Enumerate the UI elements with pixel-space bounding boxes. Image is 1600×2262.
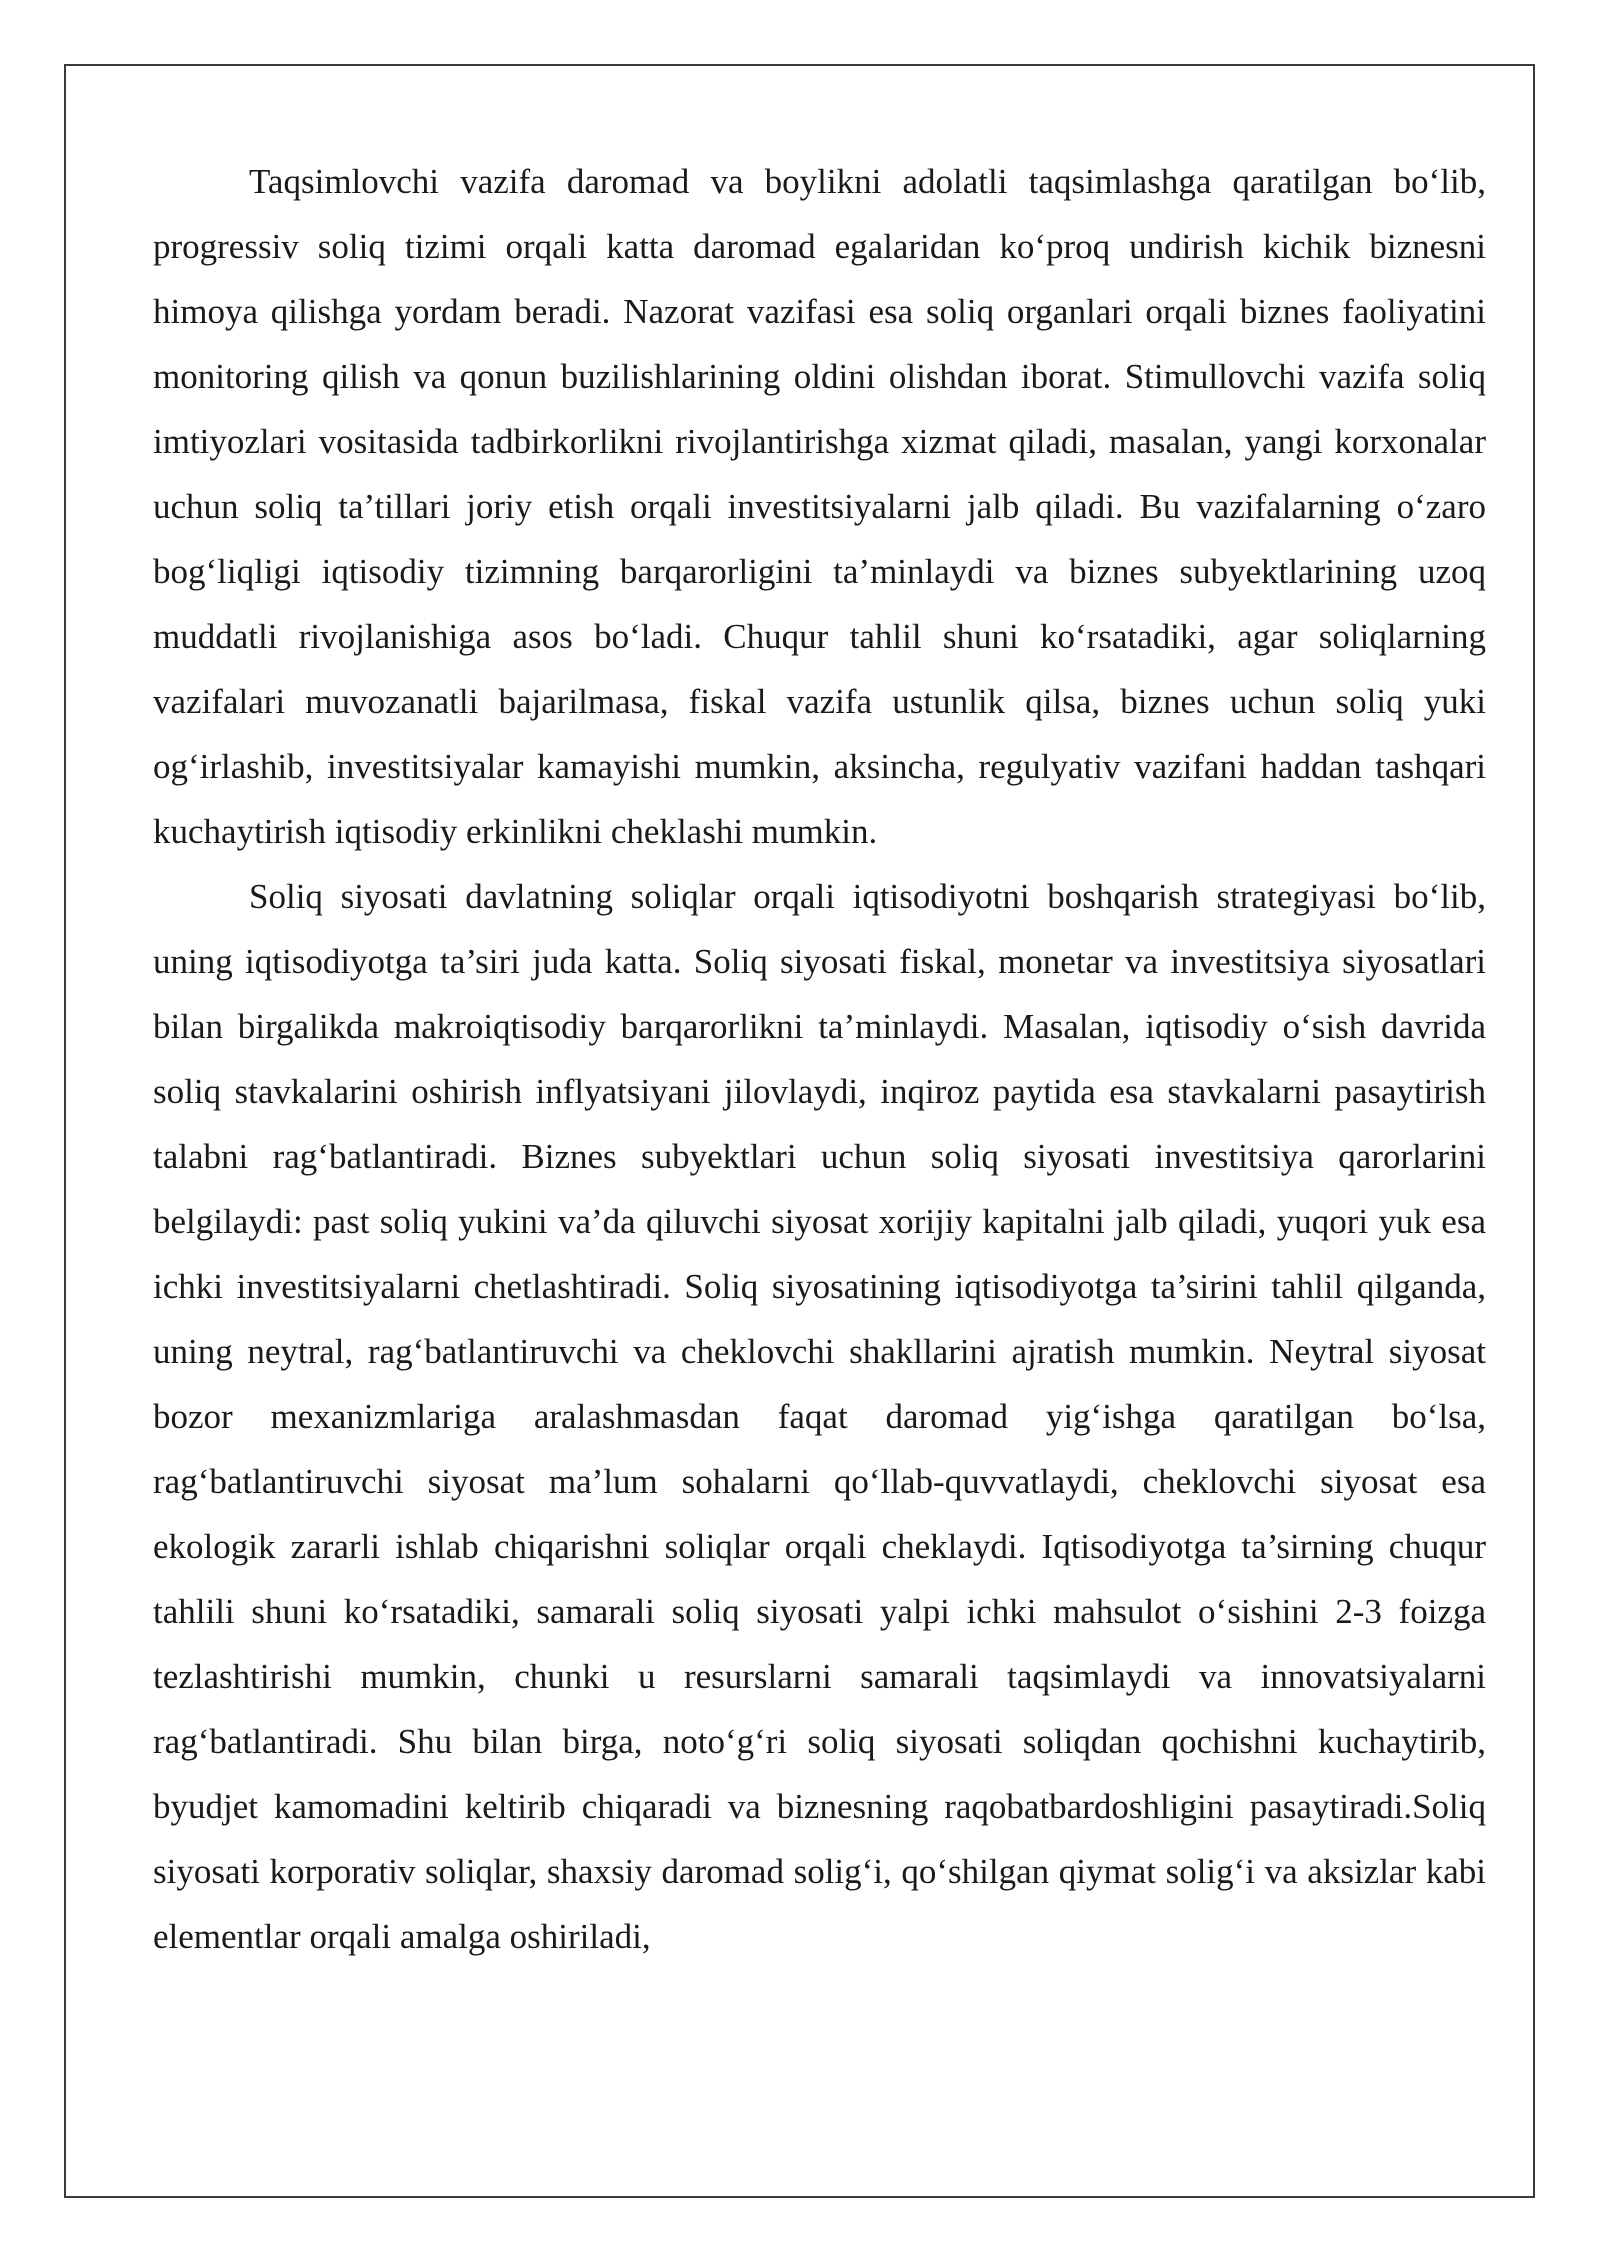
document-body [153, 149, 1486, 1969]
paragraph-1: Taqsimlovchi vazifa daromad va boylikni adolatli taqsimlashga qaratilgan bo‘lib, progressiv soliq tizimi orqali katta daromad egalaridan ko‘proq undirish kichik biznesni himoya qilishga yordam beradi. Nazorat vazifasi esa soliq organlari orqali biznes faoliyatini monitoring qilish va qonun buzilishlarining oldini olishdan iborat. Stimullovchi vazifa soliq imtiyozlari vositasida tadbirkorlikni rivojlantirishga xizmat qiladi, masalan, yangi korxonalar uchun soliq ta’tillari joriy etish orqali investitsiyalarni jalb qiladi. Bu vazifalarning o‘zaro bog‘liqligi iqtisodiy tizimning barqarorligini ta’minlaydi va biznes subyektlarining uzoq muddatli rivojlanishiga asos bo‘ladi. Chuqur tahlil shuni ko‘rsatadiki, agar soliqlarning vazifalari muvozanatli bajarilmasa, fiskal vazifa ustunlik qilsa, biznes uchun soliq yuki og‘irlashib, investitsiyalar kamayishi mumkin, aksincha, regulyativ vazifani haddan tashqari kuchaytirish iqtisodiy erkinlikni cheklashi mumkin. [153, 162, 1486, 851]
paragraph-2: Soliq siyosati davlatning soliqlar orqali iqtisodiyotni boshqarish strategiyasi bo‘lib, uning iqtisodiyotga ta’siri juda katta. Soliq siyosati fiskal, monetar va investitsiya siyosatlari bilan birgalikda makroiqtisodiy barqarorlikni ta’minlaydi. Masalan, iqtisodiy o‘sish davrida soliq stavkalarini oshirish inflyatsiyani jilovlaydi, inqiroz paytida esa stavkalarni pasaytirish talabni rag‘batlantiradi. Biznes subyektlari uchun soliq siyosati investitsiya qarorlarini belgilaydi: past soliq yukini va’da qiluvchi siyosat xorijiy kapitalni jalb qiladi, yuqori yuk esa ichki investitsiyalarni chetlashtiradi. Soliq siyosatining iqtisodiyotga ta’sirini tahlil qilganda, uning neytral, rag‘batlantiruvchi va cheklovchi shakllarini ajratish mumkin. Neytral siyosat bozor mexanizmlariga aralashmasdan faqat daromad yig‘ishga qaratilgan bo‘lsa, rag‘batlantiruvchi siyosat ma’lum sohalarni qo‘llab-quvvatlaydi, cheklovchi siyosat esa ekologik zararli ishlab chiqarishni soliqlar orqali cheklaydi. Iqtisodiyotga ta’sirning chuqur tahlili shuni ko‘rsatadiki, samarali soliq siyosati yalpi ichki mahsulot o‘sishini 2-3 foizga tezlashtirishi mumkin, chunki u resurslarni samarali taqsimlaydi va innovatsiyalarni rag‘batlantiradi. Shu bilan birga, noto‘g‘ri soliq siyosati soliqdan qochishni kuchaytirib, byudjet kamomadini keltirib chiqaradi va biznesning raqobatbardoshligini pasaytiradi.Soliq siyosati korporativ soliqlar, shaxsiy daromad solig‘i, qo‘shilgan qiymat solig‘i va aksizlar kabi elementlar orqali amalga oshiriladi, [153, 877, 1486, 1956]
